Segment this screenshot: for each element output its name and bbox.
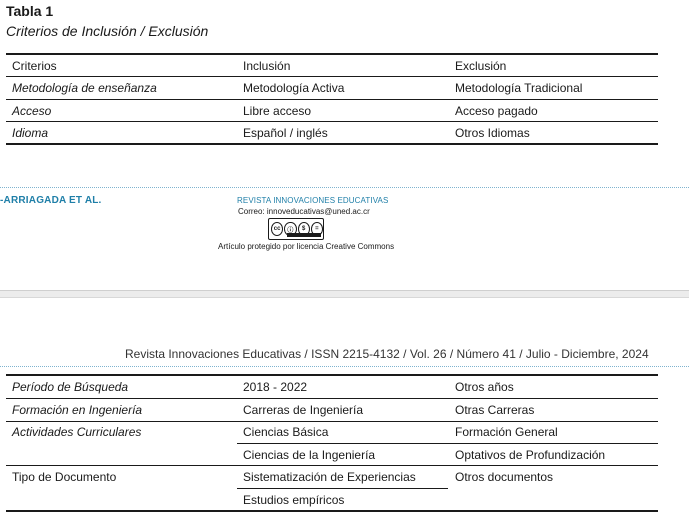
column-header-exclusion: Exclusión — [455, 59, 507, 73]
table-bottom-rule — [6, 143, 658, 145]
table-row-rule — [6, 465, 658, 466]
table-cell-inclusion: Español / inglés — [243, 126, 328, 140]
header-dotted-rule — [0, 366, 689, 367]
footer-dotted-rule — [0, 187, 689, 188]
table-row-rule — [6, 99, 658, 100]
table-cell-exclusion: Formación General — [455, 425, 558, 439]
table-cell-exclusion: Otras Carreras — [455, 403, 535, 417]
table-subrow-rule — [237, 443, 448, 444]
column-header-inclusion: Inclusión — [243, 59, 291, 73]
table-cell-criterion: Tipo de Documento — [12, 470, 117, 484]
table-row-rule — [6, 421, 658, 422]
table-cell-inclusion: 2018 - 2022 — [243, 380, 308, 394]
creative-commons-badge — [268, 218, 324, 240]
table-top-rule — [6, 374, 658, 376]
journal-name: REVISTA INNOVACIONES EDUCATIVAS — [237, 196, 389, 205]
table-cell-exclusion: Otros Idiomas — [455, 126, 530, 140]
table-caption: Criterios de Inclusión / Exclusión — [6, 23, 209, 39]
journal-email[interactable]: Correo: innoveducativas@uned.ac.cr — [238, 207, 370, 216]
cc-license-bar — [287, 233, 321, 237]
table-cell-criterion: Período de Búsqueda — [12, 380, 129, 394]
table-cell-exclusion: Optativos de Profundización — [455, 448, 606, 462]
running-header: Revista Innovaciones Educativas / ISSN 2215-4132 / Vol. 26 / Número 41 / Julio - Diciembre, 2024 — [125, 347, 649, 361]
table-cell-exclusion: Metodología Tradicional — [455, 81, 583, 95]
table-top-rule — [6, 53, 658, 55]
table-row-rule — [6, 398, 658, 399]
table-cell-inclusion: Libre acceso — [243, 104, 312, 118]
table-subrow-rule — [237, 488, 448, 489]
running-author: -ARRIAGADA ET AL. — [0, 195, 102, 206]
by-icon: ⓘ — [284, 222, 296, 236]
column-header-criterios: Criterios — [12, 59, 57, 73]
table-cell-exclusion: Otros documentos — [455, 470, 554, 484]
table-cell-criterion: Acceso — [12, 104, 52, 118]
table-row-rule — [6, 121, 658, 122]
table-label: Tabla 1 — [6, 3, 54, 19]
license-text: Artículo protegido por licencia Creative Commons — [218, 242, 395, 251]
table-cell-criterion: Actividades Curriculares — [12, 425, 142, 439]
table-cell-inclusion: Metodología Activa — [243, 81, 345, 95]
nc-icon: $ — [298, 222, 310, 236]
cc-icon: cc — [271, 222, 283, 236]
table-cell-inclusion: Estudios empíricos — [243, 493, 345, 507]
table-cell-criterion: Formación en Ingeniería — [12, 403, 143, 417]
table-header-rule — [6, 76, 658, 77]
table-subrow-rule — [448, 443, 658, 444]
page-edge — [0, 297, 689, 298]
table-cell-inclusion: Carreras de Ingeniería — [243, 403, 364, 417]
table-cell-inclusion: Ciencias Básica — [243, 425, 329, 439]
table-cell-criterion: Metodología de enseñanza — [12, 81, 157, 95]
table-cell-exclusion: Otros años — [455, 380, 514, 394]
table-cell-inclusion: Ciencias de la Ingeniería — [243, 448, 376, 462]
table-cell-exclusion: Acceso pagado — [455, 104, 538, 118]
table-cell-inclusion: Sistematización de Experiencias — [243, 470, 416, 484]
nd-icon: = — [311, 222, 323, 236]
table-bottom-rule — [6, 510, 658, 512]
table-cell-criterion: Idioma — [12, 126, 49, 140]
